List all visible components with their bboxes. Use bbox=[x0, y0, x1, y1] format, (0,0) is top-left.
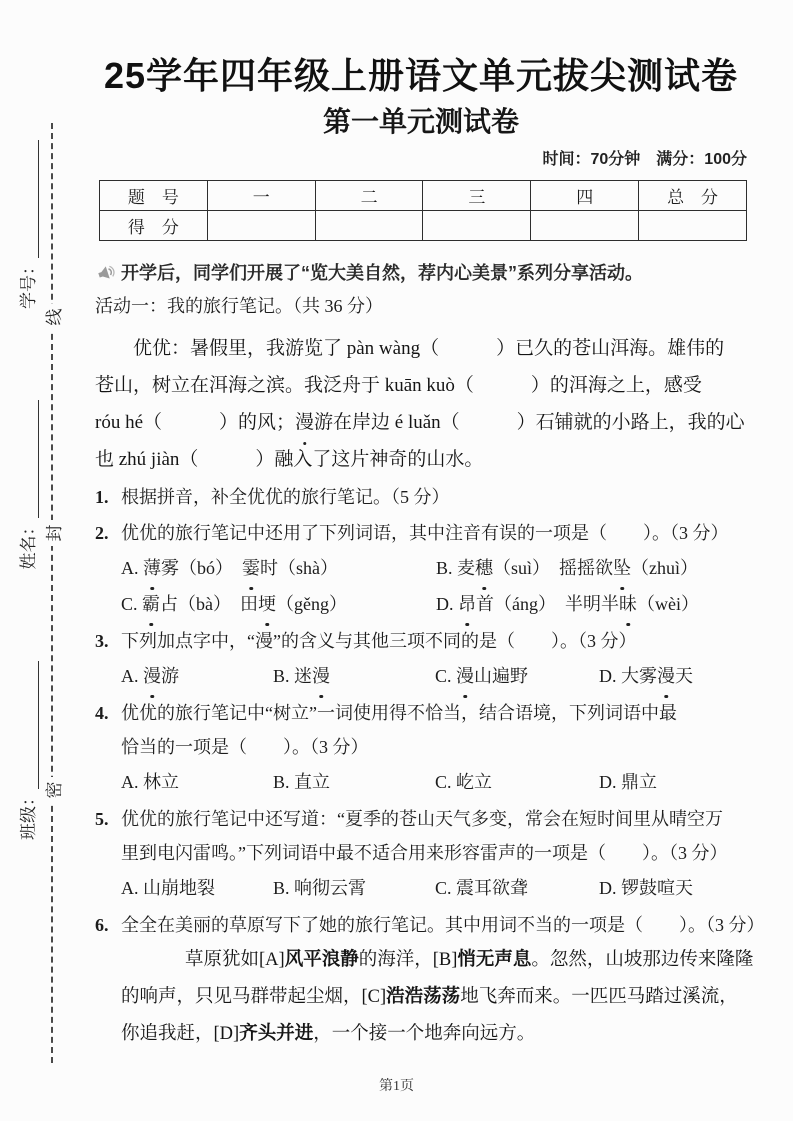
option-d: D. 鼎立 bbox=[599, 772, 657, 792]
passage-line: 苍山，树立在洱海之滨。我泛舟于 kuān kuò（ ）的洱海之上，感受 bbox=[95, 375, 702, 396]
passage-segment: 的海洋，[B] bbox=[358, 950, 458, 970]
activity-heading: 活动一：我的旅行笔记。（共 36 分） bbox=[95, 296, 383, 316]
score-table bbox=[99, 180, 747, 241]
passage-segment: 你追我赶，[D] bbox=[121, 1024, 240, 1044]
name-blank bbox=[19, 401, 39, 519]
name-label: 姓名： bbox=[18, 518, 38, 570]
passage-line bbox=[121, 1016, 747, 1053]
option-a: A. 薄雾（bó） 霎时（shà） bbox=[121, 550, 436, 586]
passage-term-a: 风平浪静 bbox=[284, 950, 359, 970]
student-no-label: 学号： bbox=[18, 258, 38, 309]
option-a: A. 山崩地裂 bbox=[121, 878, 215, 898]
seal-dashed-line bbox=[51, 123, 53, 1063]
passage-segment: 。忽然，山坡那边传来隆隆 bbox=[531, 950, 754, 970]
option-b: B. 响彻云霄 bbox=[273, 878, 367, 898]
student-no-field bbox=[14, 140, 39, 309]
option-b: B. 迷漫 bbox=[273, 658, 435, 694]
question-number: 3. bbox=[95, 631, 109, 651]
header-cell-1: 一 bbox=[207, 181, 315, 211]
score-table-score-row bbox=[100, 211, 747, 241]
header-cell-tihao: 题 号 bbox=[100, 181, 208, 211]
question-text: 下列加点字中，“漫”的含义与其他三项不同的是（ ）。（3 分） bbox=[121, 631, 637, 651]
option-b: B. 麦穗（suì） 摇摇欲坠（zhuì） bbox=[436, 550, 747, 586]
passage-line bbox=[121, 979, 747, 1016]
question-4 bbox=[95, 696, 747, 800]
score-cell bbox=[207, 211, 315, 241]
option-c: C. 震耳欲聋 bbox=[435, 878, 529, 898]
seal-char-feng: 封 bbox=[39, 520, 65, 546]
passage-segment: 地飞奔而来。一匹匹马踏过溪流， bbox=[460, 987, 738, 1007]
question-5 bbox=[95, 802, 747, 906]
question-number: 5. bbox=[95, 809, 109, 829]
options-row bbox=[121, 764, 747, 800]
paper-content bbox=[95, 50, 765, 1053]
header-cell-4: 四 bbox=[531, 181, 639, 211]
option-a: A. 漫游 bbox=[121, 658, 273, 694]
passage-line: 优优：暑假里，我游览了 pàn wàng（ ）已久的苍山洱海。雄伟的 bbox=[133, 338, 725, 359]
question-text: 优优的旅行笔记中“树立”一词使用得不恰当，结合语境，下列词语中最 bbox=[121, 703, 677, 723]
score-row-label: 得 分 bbox=[100, 211, 208, 241]
question-text: 里到电闪雷鸣。”下列词语中最不适合用来形容雷声的一项是（ ）。（3 分） bbox=[121, 843, 728, 863]
class-field bbox=[14, 661, 39, 840]
score-cell bbox=[423, 211, 531, 241]
paper-title: 25学年四年级上册语文单元拔尖测试卷 bbox=[103, 55, 739, 96]
announcement-line bbox=[95, 258, 747, 288]
passage-term-d: 齐头并进 bbox=[239, 1024, 314, 1044]
option-d: D. 大雾漫天 bbox=[599, 658, 747, 694]
name-field bbox=[14, 401, 39, 570]
option-b: B. 直立 bbox=[273, 772, 331, 792]
seal-char-mi: 密 bbox=[39, 777, 65, 803]
seal-char-xian: 线 bbox=[39, 304, 65, 330]
passage-segment: ，一个接一个地奔向远方。 bbox=[313, 1024, 536, 1044]
student-no-blank bbox=[19, 140, 39, 258]
page-number: 第1页 bbox=[379, 1079, 414, 1094]
passage-line: 也 zhú jiàn（ ）融入了这片神奇的山水。 bbox=[95, 449, 484, 470]
option-d: D. 昂首（áng） 半明半昧（wèi） bbox=[436, 586, 747, 622]
question-number: 1. bbox=[95, 487, 109, 507]
option-c: C. 霸占（bà） 田埂（gěng） bbox=[121, 586, 436, 622]
question-2 bbox=[95, 516, 747, 622]
passage-term-c: 浩浩荡荡 bbox=[386, 987, 461, 1007]
announcement-text: 开学后，同学们开展了“览大美自然，荐内心美景”系列分享活动。 bbox=[121, 263, 643, 283]
question-text: 优优的旅行笔记中还用了下列词语，其中注音有误的一项是（ ）。（3 分） bbox=[121, 523, 729, 543]
megaphone-icon bbox=[95, 262, 117, 284]
passage-line: róu hé（ ）的风；漫游在岸边 é luǎn（ ）石铺就的小路上，我的心 bbox=[95, 404, 747, 441]
option-c: C. 漫山遍野 bbox=[435, 658, 599, 694]
question-text: 恰当的一项是（ ）。（3 分） bbox=[121, 737, 369, 757]
class-label: 班级： bbox=[18, 789, 38, 840]
score-cell bbox=[315, 211, 423, 241]
question-number: 2. bbox=[95, 523, 109, 543]
options-row bbox=[121, 870, 747, 906]
question-text: 优优的旅行笔记中还写道：“夏季的苍山天气多变，常会在短时间里从晴空万 bbox=[121, 809, 723, 829]
question-number: 4. bbox=[95, 703, 109, 723]
question-6 bbox=[95, 908, 765, 1053]
passage-term-b: 悄无声息 bbox=[457, 950, 532, 970]
class-blank bbox=[19, 661, 39, 789]
passage-line bbox=[121, 942, 754, 979]
header-cell-3: 三 bbox=[423, 181, 531, 211]
options-row bbox=[121, 550, 747, 586]
question-text: 根据拼音，补全优优的旅行笔记。（5 分） bbox=[121, 487, 450, 507]
header-cell-2: 二 bbox=[315, 181, 423, 211]
seal-student-info bbox=[6, 140, 46, 840]
score-cell bbox=[531, 211, 639, 241]
question-3 bbox=[95, 624, 747, 694]
unit-subtitle: 第一单元测试卷 bbox=[322, 106, 519, 137]
option-c: C. 屹立 bbox=[435, 772, 493, 792]
score-cell bbox=[639, 211, 747, 241]
travel-notes-passage bbox=[95, 330, 747, 478]
score-table-header-row bbox=[100, 181, 747, 211]
header-cell-total: 总 分 bbox=[639, 181, 747, 211]
option-d: D. 锣鼓喧天 bbox=[599, 878, 693, 898]
grassland-passage bbox=[121, 942, 754, 1053]
question-text: 全全在美丽的草原写下了她的旅行笔记。其中用词不当的一项是（ ）。（3 分） bbox=[121, 915, 765, 935]
time-score-meta: 时间：70分钟 满分：100分 bbox=[542, 151, 747, 168]
passage-segment: 的响声，只见马群带起尘烟，[C] bbox=[121, 987, 387, 1007]
question-number: 6. bbox=[95, 915, 109, 935]
options-row bbox=[121, 586, 747, 622]
option-a: A. 林立 bbox=[121, 772, 179, 792]
options-row bbox=[121, 658, 747, 694]
question-1 bbox=[95, 480, 747, 514]
passage-segment: 草原犹如[A] bbox=[185, 950, 285, 970]
